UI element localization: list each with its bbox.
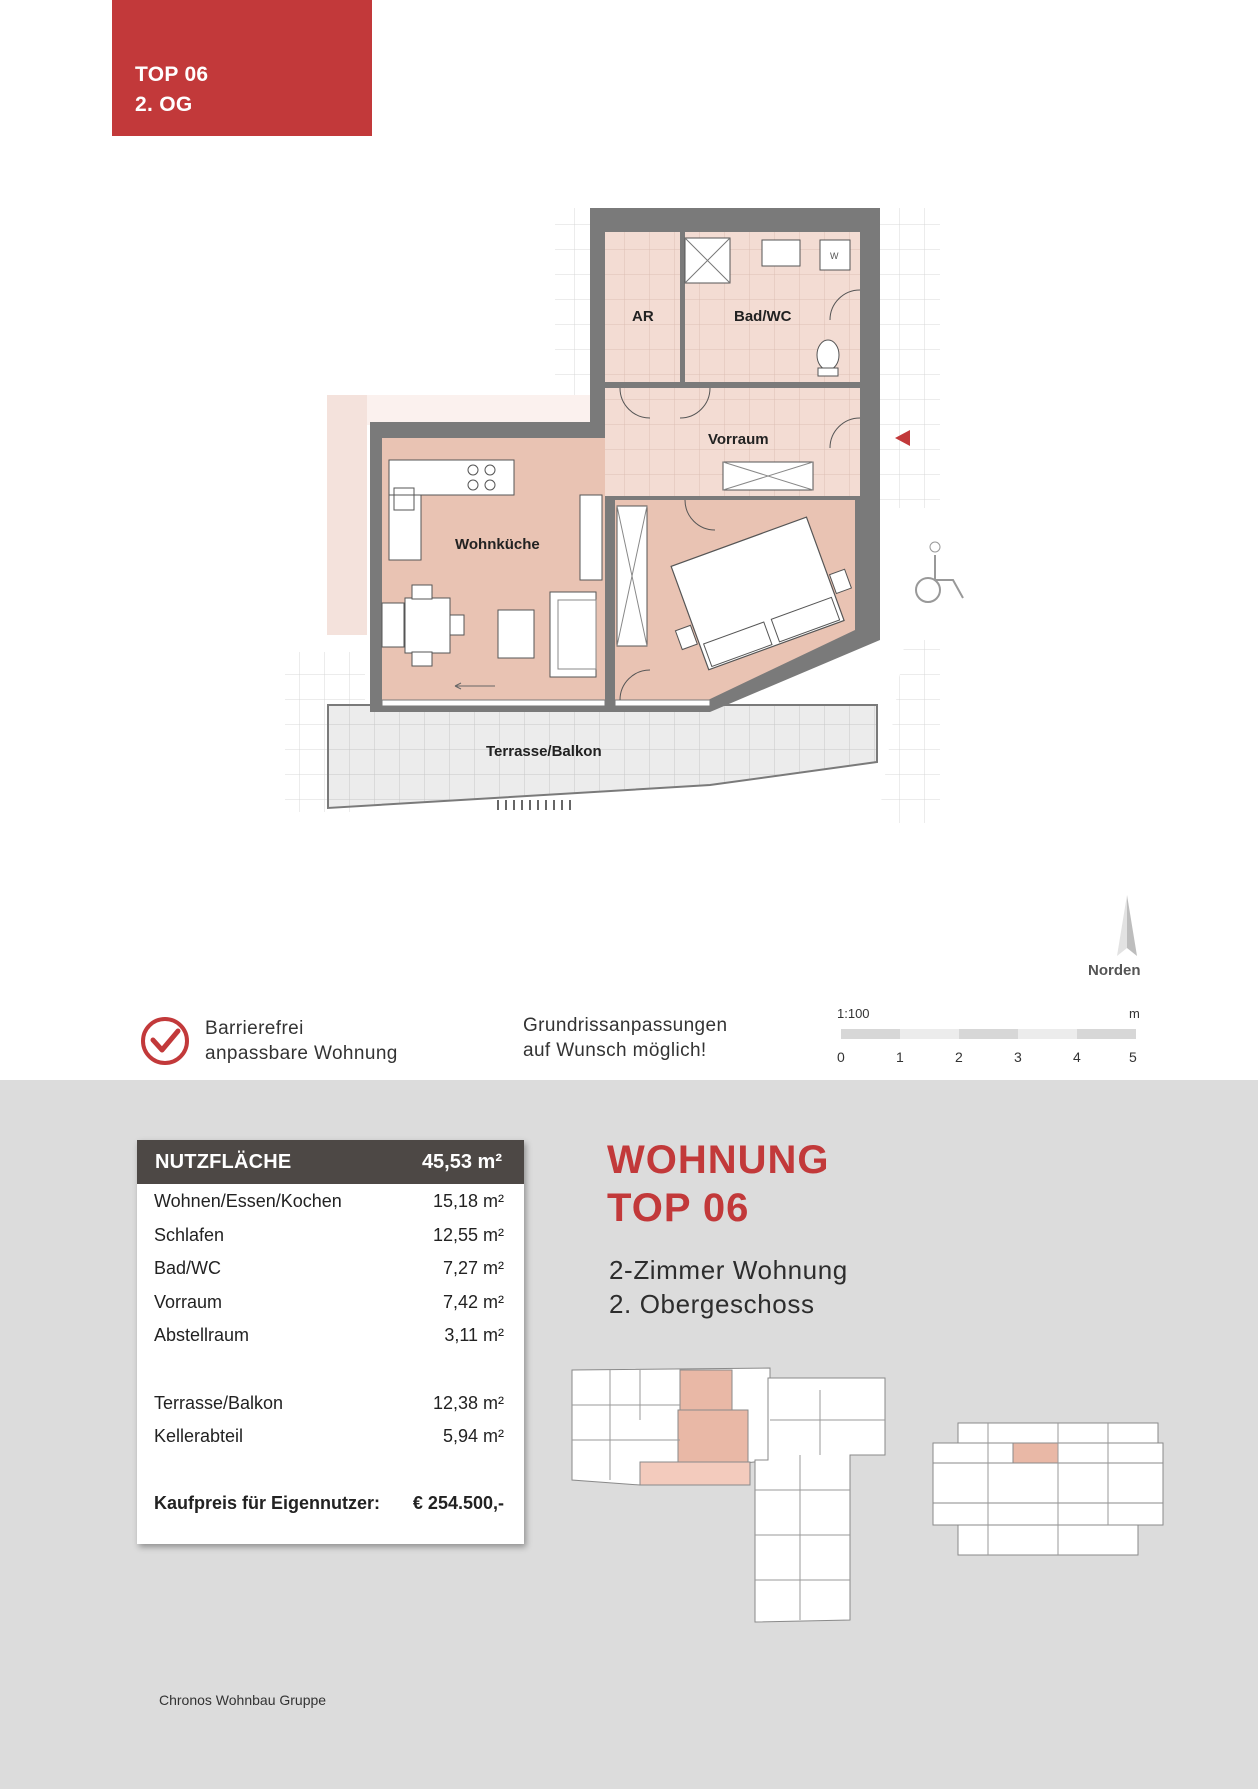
area-row xyxy=(154,1393,504,1419)
scale-segment xyxy=(900,1029,959,1039)
scale-tick: 2 xyxy=(955,1049,963,1065)
area-row-value: 3,11 m² xyxy=(444,1325,504,1345)
area-total-value: 45,53 m² xyxy=(421,1151,502,1173)
apartment-title-line1: WOHNUNG xyxy=(607,1138,830,1182)
washer-mark: W xyxy=(830,251,839,261)
area-row xyxy=(154,1191,504,1217)
area-total-label: NUTZFLÄCHE xyxy=(155,1151,292,1173)
area-row-value: 12,38 m² xyxy=(432,1393,504,1413)
area-table xyxy=(137,1140,524,1544)
area-row-value: 5,94 m² xyxy=(442,1426,504,1446)
price-row xyxy=(154,1493,504,1519)
area-row-name: Vorraum xyxy=(154,1292,223,1312)
floor-label: 2. OG xyxy=(135,93,193,116)
dining-table xyxy=(405,598,450,653)
top-label: TOP 06 xyxy=(135,63,209,86)
area-row-name: Kellerabteil xyxy=(154,1426,244,1446)
area-row-name: Schlafen xyxy=(154,1225,225,1245)
area-row xyxy=(154,1426,504,1452)
section-key-plan xyxy=(928,1418,1170,1563)
scale-segment xyxy=(841,1029,900,1039)
scale-segment xyxy=(959,1029,1018,1039)
scale-tick: 0 xyxy=(837,1049,845,1065)
scale-tick: 1 xyxy=(896,1049,904,1065)
apartment-title-line2: TOP 06 xyxy=(607,1186,750,1230)
area-row xyxy=(154,1258,504,1284)
barrier-free-line2: anpassbare Wohnung xyxy=(205,1043,398,1064)
area-row-value: 7,27 m² xyxy=(442,1258,504,1278)
barrier-free-line1: Barrierefrei xyxy=(205,1018,304,1039)
area-row-value: 12,55 m² xyxy=(432,1225,504,1245)
coffee-table xyxy=(498,610,534,658)
area-row xyxy=(154,1225,504,1251)
scale-ratio: 1:100 xyxy=(837,1006,870,1021)
apartment-subtitle xyxy=(609,1253,848,1321)
scale-segment xyxy=(1018,1029,1077,1039)
kitchen-counter xyxy=(389,460,514,495)
area-row xyxy=(154,1325,504,1351)
kitchen-shelf xyxy=(580,495,602,580)
label-ar: AR xyxy=(632,308,654,325)
apartment-type: 2-Zimmer Wohnung xyxy=(609,1255,848,1285)
wheelchair-icon xyxy=(916,542,963,602)
terrace-area xyxy=(328,705,877,808)
customization-line1: Grundrissanpassungen xyxy=(523,1015,728,1036)
label-terrasse: Terrasse/Balkon xyxy=(486,743,602,760)
sofa xyxy=(550,592,596,677)
area-row-name: Wohnen/Essen/Kochen xyxy=(154,1191,342,1211)
area-table-header xyxy=(137,1140,524,1184)
label-bad: Bad/WC xyxy=(734,308,792,325)
scale-tick: 3 xyxy=(1014,1049,1022,1065)
area-row-value: 15,18 m² xyxy=(432,1191,504,1211)
sink xyxy=(762,240,800,266)
footer-company: Chronos Wohnbau Gruppe xyxy=(159,1692,327,1708)
area-row-value: 7,42 m² xyxy=(442,1292,504,1312)
area-row xyxy=(154,1292,504,1318)
scale-tick: 5 xyxy=(1129,1049,1137,1065)
customization-text xyxy=(523,1013,727,1063)
north-label: Norden xyxy=(1088,962,1141,979)
area-row-name: Terrasse/Balkon xyxy=(154,1393,284,1413)
north-arrow-icon xyxy=(1117,895,1137,956)
check-circle-icon xyxy=(143,1019,187,1063)
area-row-name: Bad/WC xyxy=(154,1258,222,1278)
site-key-plan xyxy=(570,1360,890,1630)
apartment-title xyxy=(607,1136,830,1232)
scale-tick: 4 xyxy=(1073,1049,1081,1065)
room-ar xyxy=(605,232,680,382)
scale-segment xyxy=(1077,1029,1136,1039)
price-label: Kaufpreis für Eigennutzer: xyxy=(154,1493,381,1513)
customization-line2: auf Wunsch möglich! xyxy=(523,1040,707,1061)
apartment-floor: 2. Obergeschoss xyxy=(609,1289,815,1319)
scale-unit: m xyxy=(1129,1006,1140,1021)
toilet xyxy=(817,340,839,370)
label-wohnkueche: Wohnküche xyxy=(455,536,540,553)
barrier-free-text xyxy=(205,1016,398,1066)
label-vorraum: Vorraum xyxy=(708,431,769,448)
area-row-name: Abstellraum xyxy=(154,1325,250,1345)
price-value: € 254.500,- xyxy=(412,1493,504,1513)
